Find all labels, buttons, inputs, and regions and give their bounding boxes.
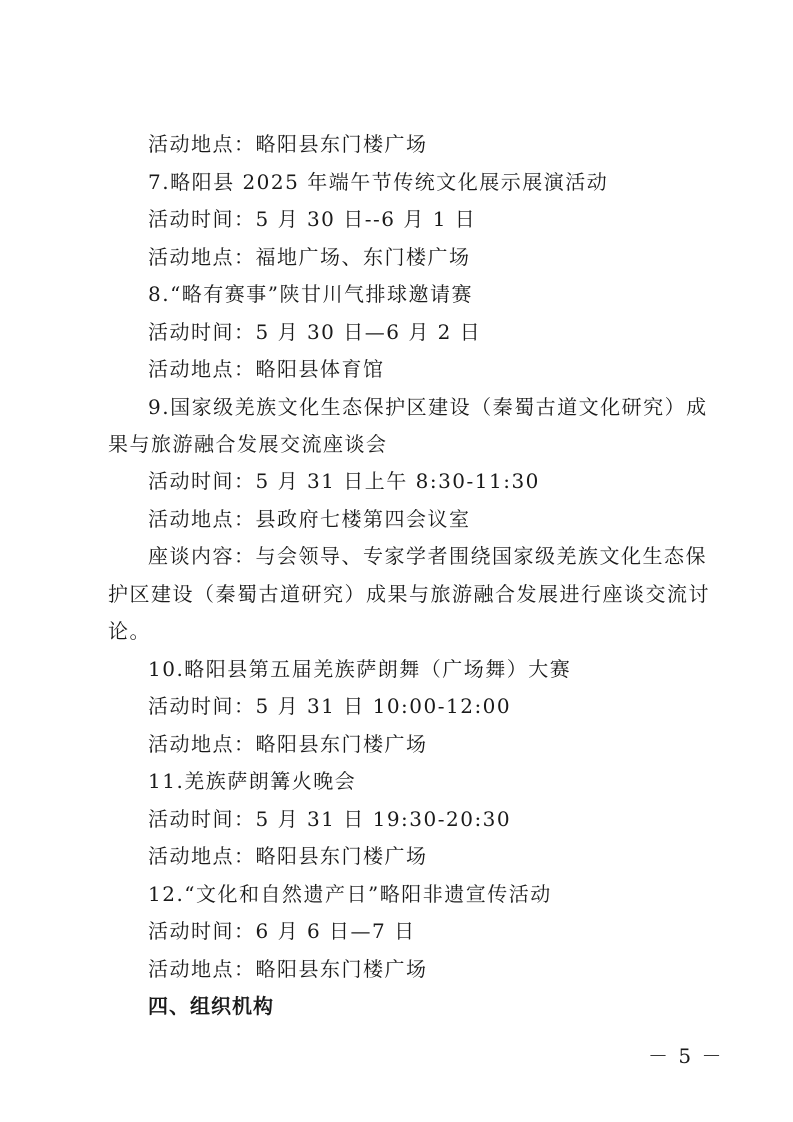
text-line-item-11-title: 11.羌族萨朗篝火晚会 — [148, 769, 357, 793]
text-line-time-9: 活动时间：5 月 31 日上午 8:30-11:30 — [148, 469, 540, 493]
page-number: － 5 － — [648, 1044, 724, 1068]
text-line-time-7: 活动时间：5 月 30 日--6 月 1 日 — [148, 207, 477, 231]
text-line-item-12-title: 12.“文化和自然遗产日”略阳非遗宣传活动 — [148, 882, 552, 906]
text-line-item-9-title-cont: 果与旅游融合发展交流座谈会 — [108, 432, 388, 456]
text-line-content-9-end: 论。 — [108, 619, 151, 643]
text-line-venue-6: 活动地点：略阳县东门楼广场 — [148, 132, 428, 156]
text-line-venue-9: 活动地点：县政府七楼第四会议室 — [148, 507, 471, 531]
text-line-time-12: 活动时间：6 月 6 日—7 日 — [148, 919, 416, 943]
text-line-time-11: 活动时间：5 月 31 日 19:30-20:30 — [148, 807, 512, 831]
text-line-item-10-title: 10.略阳县第五届羌族萨朗舞（广场舞）大赛 — [148, 657, 572, 681]
text-line-time-10: 活动时间：5 月 31 日 10:00-12:00 — [148, 694, 512, 718]
text-line-item-7-title: 7.略阳县 2025 年端午节传统文化展示展演活动 — [148, 170, 609, 194]
text-line-item-9-title: 9.国家级羌族文化生态保护区建设（秦蜀古道文化研究）成 — [148, 395, 708, 419]
text-line-venue-8: 活动地点：略阳县体育馆 — [148, 357, 385, 381]
text-line-content-9: 座谈内容：与会领导、专家学者围绕国家级羌族文化生态保 — [148, 544, 707, 568]
text-line-time-8: 活动时间：5 月 30 日—6 月 2 日 — [148, 320, 482, 344]
section-heading-organization: 四、组织机构 — [148, 994, 274, 1018]
text-line-venue-11: 活动地点：略阳县东门楼广场 — [148, 844, 428, 868]
text-line-venue-12: 活动地点：略阳县东门楼广场 — [148, 957, 428, 981]
text-line-venue-10: 活动地点：略阳县东门楼广场 — [148, 732, 428, 756]
text-line-content-9-cont: 护区建设（秦蜀古道研究）成果与旅游融合发展进行座谈交流讨 — [108, 582, 710, 606]
text-line-item-8-title: 8.“略有赛事”陕甘川气排球邀请赛 — [148, 282, 474, 306]
text-line-venue-7: 活动地点：福地广场、东门楼广场 — [148, 245, 471, 269]
